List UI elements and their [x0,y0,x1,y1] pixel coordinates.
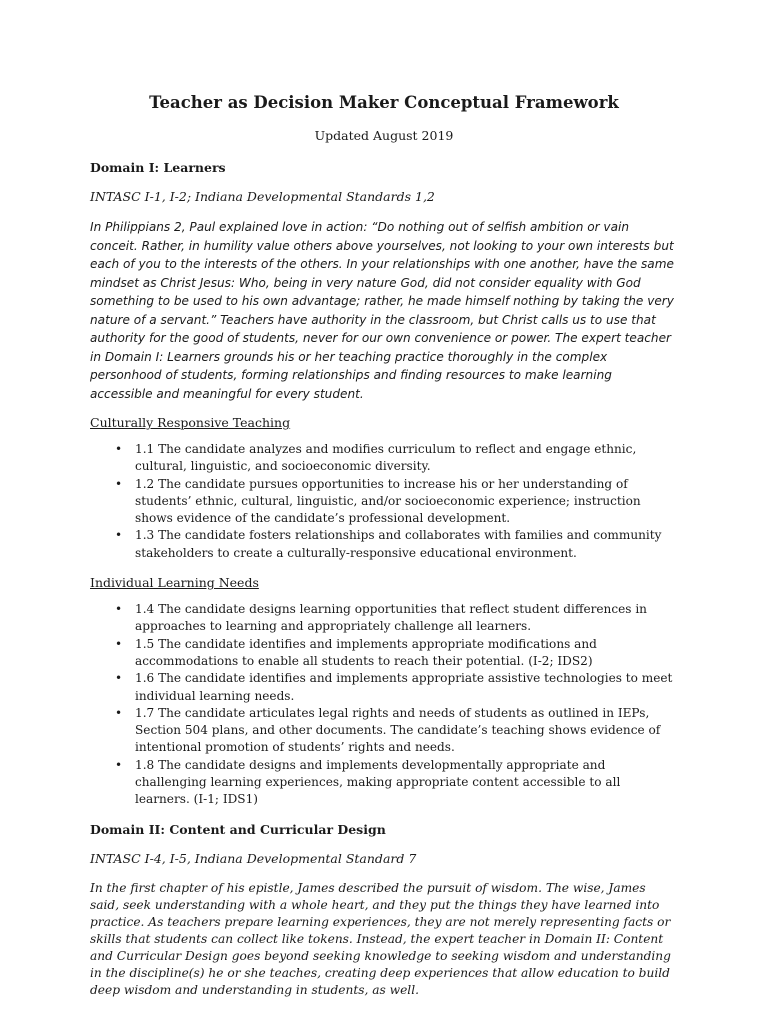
domain-2-paragraph: In the first chapter of his epistle, James described the pursuit of wisdom. The wise, James said, seek understanding with a whole heart, and they put the things they have learned into practice. As teachers prepare learning experiences, they are not merely representing facts or skills that students can collect like tokens. Instead, the expert teacher in Domain II: Content and Curricular Design goes beyond seeking knowledge to seeking wisdom and understanding in the discipline(s) he or she teaches, creating deep experiences that allow education to build deep wisdom and understanding in students, as well. [90,880,671,997]
domain-1-paragraph: In Philippians 2, Paul explained love in action: “Do nothing out of selfish ambition or vain conceit. Rather, in humility value others above yourselves, not looking to your own interests but each of you to the interests of the others. In your relationships with one another, have the same mindset as Christ Jesus: Who, being in very nature God, did not consider equality with God something to be used to his own advantage; rather, he made himself nothing by taking the very nature of a servant.” Teachers have authority in the classroom, but Christ calls us to use that authority for the good of students, never for our own convenience or power. The expert teacher in Domain I: Learners grounds his or her teaching practice thoroughly in the complex personhood of students, forming relationships and finding resources to make learning accessible and meaningful for every student. [90,220,674,401]
section-heading-individual-needs: Individual Learning Needs [90,575,259,591]
bullet-icon: • [115,705,123,720]
list-item-text: 1.2 The candidate pursues opportunities to increase his or her understanding of students’ ethnic, cultural, linguistic, and/or socioeconomic experience; instruction shows evidence of the candidate’s professional development. [135,476,641,526]
list-item [90,757,678,809]
bullet-icon: • [115,528,123,543]
section-heading-culturally-responsive: Culturally Responsive Teaching [90,415,291,430]
domain-1-standards: INTASC I-1, I-2; Indiana Developmental Standards 1,2 [90,189,435,204]
domain-2-heading: Domain II: Content and Curricular Design [90,821,386,837]
list-item-text: 1.4 The candidate designs learning opportunities that reflect student differences in approaches to learning and appropriately challenge all learners. [135,602,647,634]
bullet-icon: • [115,476,123,491]
list-item-text: 1.3 The candidate fosters relationships and collaborates with families and community stakeholders to create a culturally-responsive educational environment. [135,528,662,560]
list-item-text: 1.1 The candidate analyzes and modifies curriculum to reflect and engage ethnic, cultural, linguistic, and socioeconomic diversity. [135,442,637,474]
bullet-icon: • [115,602,123,617]
updated-date: Updated August 2019 [314,128,454,143]
list-item [90,441,678,476]
list-item-text: 1.8 The candidate designs and implements developmentally appropriate and challenging learning experiences, making appropriate content accessible to all learners. (I-1; IDS1) [135,757,621,807]
list-item-text: 1.7 The candidate articulates legal rights and needs of students as outlined in IEPs, Section 504 plans, and other documents. The candidate’s teaching shows evidence of intentional promotion of students’ rights and needs. [135,705,661,755]
list-item [90,476,678,528]
list-item [90,705,678,757]
list-item [90,601,678,636]
document-title: Teacher as Decision Maker Conceptual Framework [149,93,619,112]
bullet-icon: • [115,757,123,772]
domain-2-standards: INTASC I-4, I-5, Indiana Developmental Standard 7 [90,850,417,866]
list-item [90,636,678,671]
list-item-text: 1.5 The candidate identifies and implements appropriate modifications and accommodations to enable all students to reach their potential. (I-2; IDS2) [135,636,597,668]
culturally-responsive-list [90,441,678,562]
individual-needs-list [90,601,678,809]
bullet-icon: • [115,671,123,686]
list-item [90,670,678,705]
bullet-icon: • [115,636,123,651]
list-item-text: 1.6 The candidate identifies and implements appropriate assistive technologies to meet individual learning needs. [135,671,673,703]
domain-1-heading: Domain I: Learners [90,160,226,175]
bullet-icon: • [115,442,123,456]
list-item [90,527,678,562]
